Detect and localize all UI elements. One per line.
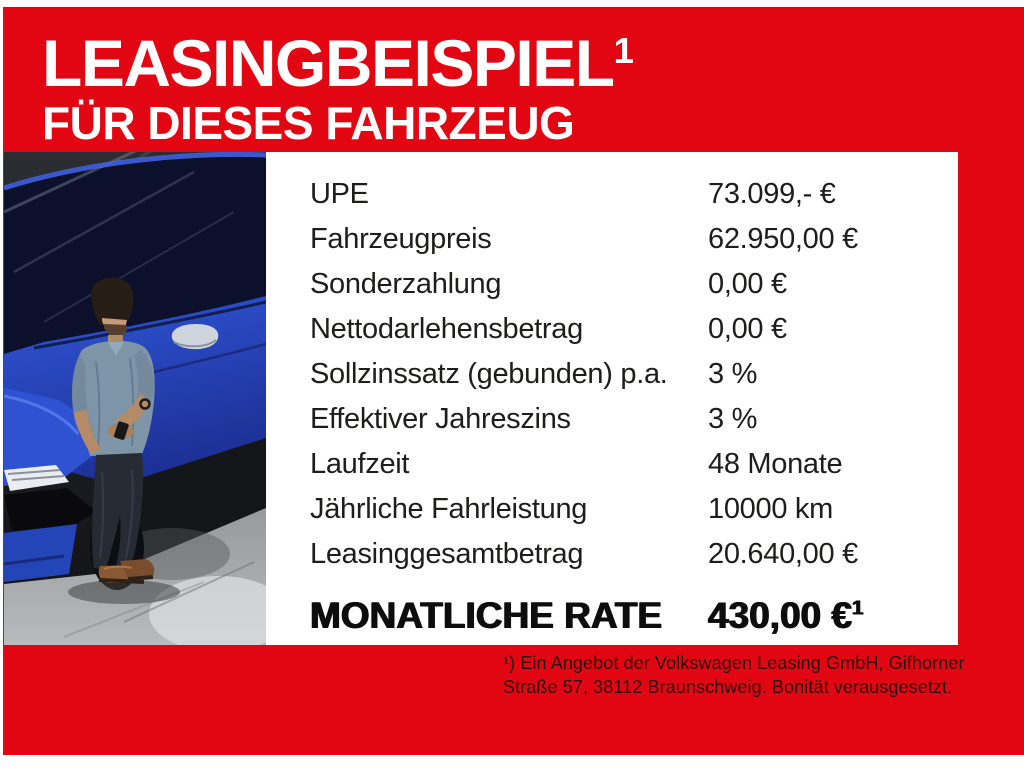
table-row <box>310 217 958 262</box>
row-value: 3 % <box>708 403 758 435</box>
table-row <box>310 397 958 442</box>
row-label: Jährliche Fahrleistung <box>310 493 588 525</box>
leasing-table <box>266 152 958 645</box>
vehicle-photo-illustration <box>4 152 266 645</box>
row-value: 62.950,00 € <box>708 223 858 255</box>
row-label: Effektiver Jahreszins <box>310 403 571 435</box>
row-label: Fahrzeugpreis <box>310 223 492 255</box>
row-label: Nettodarlehensbetrag <box>310 313 583 345</box>
footnote-line-2: Straße 57, 38112 Braunschweig. Bonität verausgesetzt. <box>503 677 953 697</box>
row-value: 73.099,- € <box>708 178 836 210</box>
row-label: Sonderzahlung <box>310 268 502 300</box>
page-title-superscript: 1 <box>613 30 634 71</box>
wing-mirror <box>172 324 219 349</box>
monthly-rate-row <box>310 591 958 641</box>
table-row <box>310 442 958 487</box>
table-row <box>310 352 958 397</box>
table-row <box>310 262 958 307</box>
table-row <box>310 307 958 352</box>
row-label: UPE <box>310 178 369 210</box>
row-value: 20.640,00 € <box>708 538 858 570</box>
row-value: 0,00 € <box>708 268 787 300</box>
front-bumper <box>4 524 77 582</box>
leasing-table-rows <box>266 172 958 577</box>
monthly-rate-value: 430,00 €$^1$ <box>708 595 864 636</box>
footnote <box>503 651 965 699</box>
row-value: 0,00 € <box>708 313 787 345</box>
row-label: Laufzeit <box>310 448 410 480</box>
table-row <box>310 487 958 532</box>
table-row <box>310 172 958 217</box>
row-value: 3 % <box>708 358 758 390</box>
row-value: 10000 km <box>708 493 833 525</box>
table-row <box>310 532 958 577</box>
row-label: Leasinggesamtbetrag <box>310 538 584 570</box>
row-label: Sollzinssatz (gebunden) p.a. <box>310 358 668 390</box>
page-title-text: LEASINGBEISPIEL <box>42 26 614 100</box>
page-title <box>42 26 634 100</box>
page-subtitle: FÜR DIESES FAHRZEUG <box>42 97 575 149</box>
person-hair <box>91 278 133 326</box>
monthly-rate-label: MONATLICHE RATE <box>310 595 663 636</box>
footnote-line-1: ¹) Ein Angebot der Volkswagen Leasing GmbH, Gifhorner <box>503 653 965 673</box>
row-value: 48 Monate <box>708 448 843 480</box>
vehicle-photo <box>4 152 266 645</box>
monthly-rate-superscript: 1 <box>852 597 864 620</box>
